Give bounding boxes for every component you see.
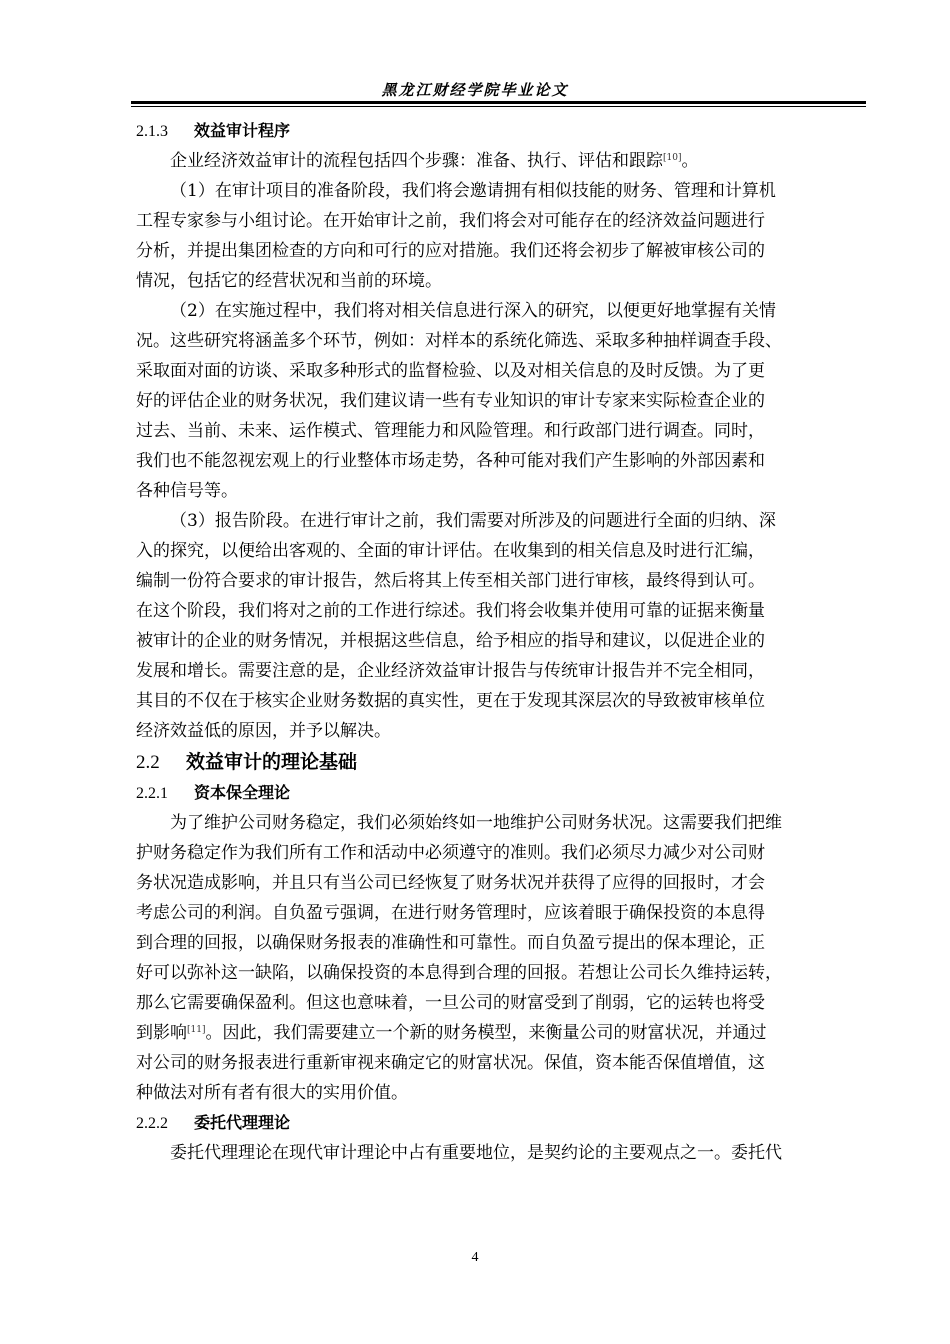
paragraph-line: 对公司的财务报表进行重新审视来确定它的财富状况。保值，资本能否保值增值，这 <box>136 1053 765 1073</box>
paragraph-line: 好的评估企业的财务状况，我们建议请一些有专业知识的审计专家来实际检查企业的 <box>136 391 765 411</box>
paragraph-line: 种做法对所有者有很大的实用价值。 <box>136 1083 408 1103</box>
paragraph-line: 入的探究，以便给出客观的、全面的审计评估。在收集到的相关信息及时进行汇编， <box>136 541 765 561</box>
paragraph-line: 考虑公司的利润。自负盈亏强调，在进行财务管理时，应该着眼于确保投资的本息得 <box>136 903 765 923</box>
paragraph-preparation <box>136 176 864 296</box>
paragraph-line: 过去、当前、未来、运作模式、管理能力和风险管理。和行政部门进行调查。同时， <box>136 421 765 441</box>
paragraph-line: 护财务稳定作为我们所有工作和活动中必须遵守的准则。我们必须尽力减少对公司财 <box>136 843 765 863</box>
citation-ref: [10] <box>663 153 682 163</box>
section-number: 2.1.3 <box>136 123 168 140</box>
paragraph-line: 被审计的企业的财务情况，并根据这些信息，给予相应的指导和建议，以促进企业的 <box>136 631 765 651</box>
section-number: 2.2 <box>136 752 160 773</box>
paragraph-line: 分析，并提出集团检查的方向和可行的应对措施。我们还将会初步了解被审核公司的 <box>136 241 765 261</box>
paragraph-line: 采取面对面的访谈、采取多种形式的监督检验、以及对相关信息的及时反馈。为了更 <box>136 361 765 381</box>
header-rule-thick <box>131 101 866 104</box>
section-title: 效益审计程序 <box>194 121 291 140</box>
paragraph-line: 我们也不能忽视宏观上的行业整体市场走势，各种可能对我们产生影响的外部因素和 <box>136 451 765 471</box>
paragraph-implementation <box>136 296 864 506</box>
paragraph-line: 编制一份符合要求的审计报告，然后将其上传至相关部门进行审核，最终得到认可。 <box>136 571 765 591</box>
paragraph-line: （3）报告阶段。在进行审计之前，我们需要对所涉及的问题进行全面的归纳、深 <box>170 511 776 531</box>
paragraph-capital-preservation <box>136 808 864 1108</box>
citation-ref: [11] <box>187 1025 206 1035</box>
paragraph-line: 到影响[11]。因此，我们需要建立一个新的财务模型，来衡量公司的财富状况，并通过 <box>136 1023 767 1043</box>
paragraph-line: 委托代理理论在现代审计理论中占有重要地位，是契约论的主要观点之一。委托代 <box>170 1143 782 1163</box>
header-rule-thin <box>131 106 866 107</box>
section-heading-2-1-3 <box>136 116 864 146</box>
paragraph-line: （2）在实施过程中，我们将对相关信息进行深入的研究，以便更好地掌握有关情 <box>170 301 776 321</box>
paragraph-line: 好可以弥补这一缺陷，以确保投资的本息得到合理的回报。若想让公司长久维持运转， <box>136 963 782 983</box>
section-number: 2.2.1 <box>136 785 168 802</box>
paragraph-line: 各种信号等。 <box>136 481 238 501</box>
paragraph-line: 务状况造成影响，并且只有当公司已经恢复了财务状况并获得了应得的回报时，才会 <box>136 873 765 893</box>
page-number: 4 <box>471 1250 479 1265</box>
running-header: 黑龙江财经学院毕业论文 <box>381 81 569 99</box>
section-title: 委托代理理论 <box>194 1113 291 1132</box>
paragraph-line: 况。这些研究将涵盖多个环节，例如：对样本的系统化筛选、采取多种抽样调查手段、 <box>136 331 782 351</box>
paragraph-line: 经济效益低的原因，并予以解决。 <box>136 721 391 741</box>
paragraph-line: 其目的不仅在于核实企业财务数据的真实性，更在于发现其深层次的导致被审核单位 <box>136 691 765 711</box>
paragraph-line: 情况，包括它的经营状况和当前的环境。 <box>136 271 442 291</box>
section-title: 资本保全理论 <box>194 783 291 802</box>
section-heading-2-2-1 <box>136 778 864 808</box>
paragraph-line: 那么它需要确保盈利。但这也意味着，一旦公司的财富受到了削弱，它的运转也将受 <box>136 993 765 1013</box>
paragraph-line: 工程专家参与小组讨论。在开始审计之前，我们将会对可能存在的经济效益问题进行 <box>136 211 765 231</box>
paragraph-principal-agent <box>136 1138 864 1168</box>
paragraph-line: （1）在审计项目的准备阶段，我们将会邀请拥有相似技能的财务、管理和计算机 <box>170 181 776 201</box>
section-heading-2-2-2 <box>136 1108 864 1138</box>
paragraph-report <box>136 506 864 746</box>
section-number: 2.2.2 <box>136 1115 168 1132</box>
paragraph-line: 到合理的回报，以确保财务报表的准确性和可靠性。而自负盈亏提出的保本理论，正 <box>136 933 765 953</box>
paragraph-line: 发展和增长。需要注意的是，企业经济效益审计报告与传统审计报告并不完全相同， <box>136 661 765 681</box>
section-title: 效益审计的理论基础 <box>186 751 358 773</box>
paragraph-line: 企业经济效益审计的流程包括四个步骤：准备、执行、评估和跟踪[10]。 <box>170 151 699 171</box>
section-heading-2-2 <box>136 746 864 778</box>
paragraph-line: 在这个阶段，我们将对之前的工作进行综述。我们将会收集并使用可靠的证据来衡量 <box>136 601 765 621</box>
document-body <box>136 116 864 1168</box>
paragraph-line: 为了维护公司财务稳定，我们必须始终如一地维护公司财务状况。这需要我们把维 <box>170 813 782 833</box>
